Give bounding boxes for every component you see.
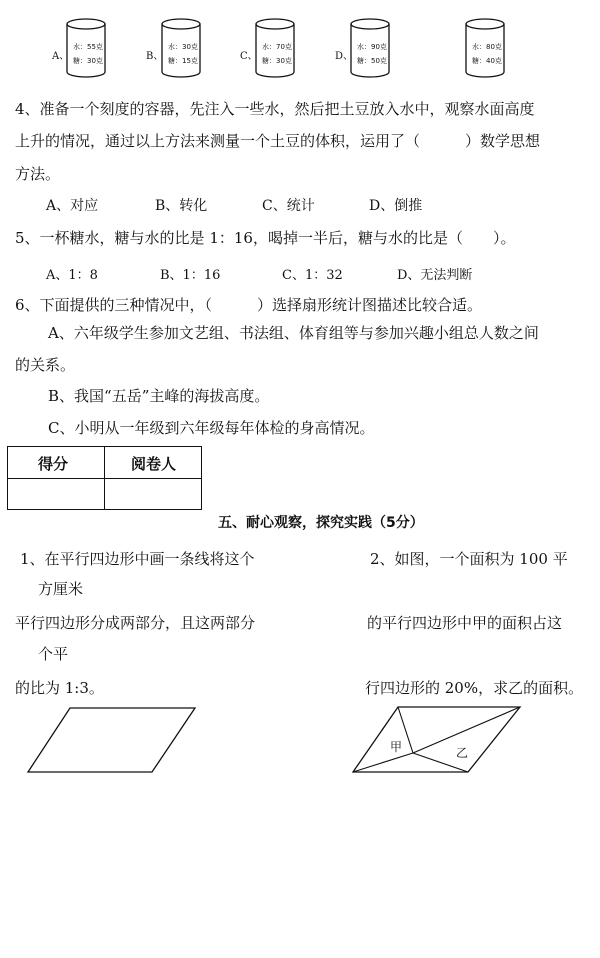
q5-line1: 5、一杯糖水，糖与水的比是 1：16，喝掉一半后，糖与水的比是（ ）。 xyxy=(15,229,516,247)
cylinder-d-icon xyxy=(347,16,393,80)
q6-option-a-line2: 的关系。 xyxy=(15,356,76,374)
q4-line1: 4、准备一个刻度的容器，先注入一些水，然后把土豆放入水中，观察水面高度 xyxy=(15,100,535,118)
cylinder-c-icon xyxy=(252,16,298,80)
cylinder-e-sugar: 糖：40克 xyxy=(472,57,502,65)
cylinder-c-water: 水：70克 xyxy=(262,43,292,51)
cylinder-d-water: 水：90克 xyxy=(357,43,387,51)
p1-line2: 平行四边形分成两部分，且这两部分 xyxy=(15,614,256,632)
cylinder-e-water: 水：80克 xyxy=(472,43,502,51)
cylinder-a-icon xyxy=(63,16,109,80)
p2-line3: 行四边形的 20%，求乙的面积。 xyxy=(365,679,584,697)
q4-option-d: D、倒推 xyxy=(369,198,423,214)
q4-option-c: C、统计 xyxy=(262,198,315,214)
cylinder-b-icon xyxy=(158,16,204,80)
cylinder-a-water: 水：55克 xyxy=(73,43,103,51)
cylinder-c-sugar: 糖：30克 xyxy=(262,57,292,65)
p2-line2: 的平行四边形中甲的面积占这 xyxy=(367,614,563,632)
p2-line1: 2、如图，一个面积为 100 平 xyxy=(370,550,568,568)
score-table xyxy=(7,446,202,510)
q5-option-b: B、1：16 xyxy=(160,268,221,283)
q6-option-a-line1: A、六年级学生参加文艺组、书法组、体育组等与参加兴趣小组总人数之间 xyxy=(48,324,539,342)
q5-option-a: A、1：8 xyxy=(46,268,98,283)
cylinder-letter-b: B、 xyxy=(146,51,164,62)
cylinder-e-icon xyxy=(462,16,508,80)
label-jia: 甲 xyxy=(390,740,403,754)
q6-line1: 6、下面提供的三种情况中，（ ）选择扇形统计图描述比较合适。 xyxy=(15,296,483,314)
score-header: 得分 xyxy=(38,455,69,473)
parallelogram-figure-2 xyxy=(350,704,525,776)
p1-line1: 1、在平行四边形中画一条线将这个 xyxy=(20,550,255,568)
cylinder-b-water: 水：30克 xyxy=(168,43,198,51)
cylinder-letter-c: C、 xyxy=(240,51,258,62)
q6-option-b: B、我国“五岳”主峰的海拔高度。 xyxy=(48,387,270,405)
cylinder-b-sugar: 糖：15克 xyxy=(168,57,198,65)
q6-option-c: C、小明从一年级到六年级每年体检的身高情况。 xyxy=(48,419,375,437)
section5-title: 五、耐心观察，探究实践（5分） xyxy=(218,515,424,531)
cylinder-d-sugar: 糖：50克 xyxy=(357,57,387,65)
cylinder-letter-d: D、 xyxy=(335,51,354,62)
q5-option-d: D、无法判断 xyxy=(397,268,473,283)
p1-line3: 的比为 1:3。 xyxy=(15,679,104,697)
q4-option-a: A、对应 xyxy=(46,198,99,214)
p1-line2b: 个平 xyxy=(38,645,69,663)
q5-option-c: C、1：32 xyxy=(282,268,343,283)
parallelogram-figure-1 xyxy=(25,705,200,775)
cylinder-a-sugar: 糖：30克 xyxy=(73,57,103,65)
grader-header: 阅卷人 xyxy=(131,455,177,473)
q4-line2: 上升的情况，通过以上方法来测量一个土豆的体积，运用了（ ）数学思想 xyxy=(15,132,541,150)
q4-line3: 方法。 xyxy=(15,165,61,183)
p1-line1b: 方厘米 xyxy=(38,580,84,598)
q4-option-b: B、转化 xyxy=(155,198,208,214)
label-yi: 乙 xyxy=(456,746,469,760)
cylinder-letter-a: A、 xyxy=(52,51,70,62)
score-table-divider-v xyxy=(104,447,105,509)
